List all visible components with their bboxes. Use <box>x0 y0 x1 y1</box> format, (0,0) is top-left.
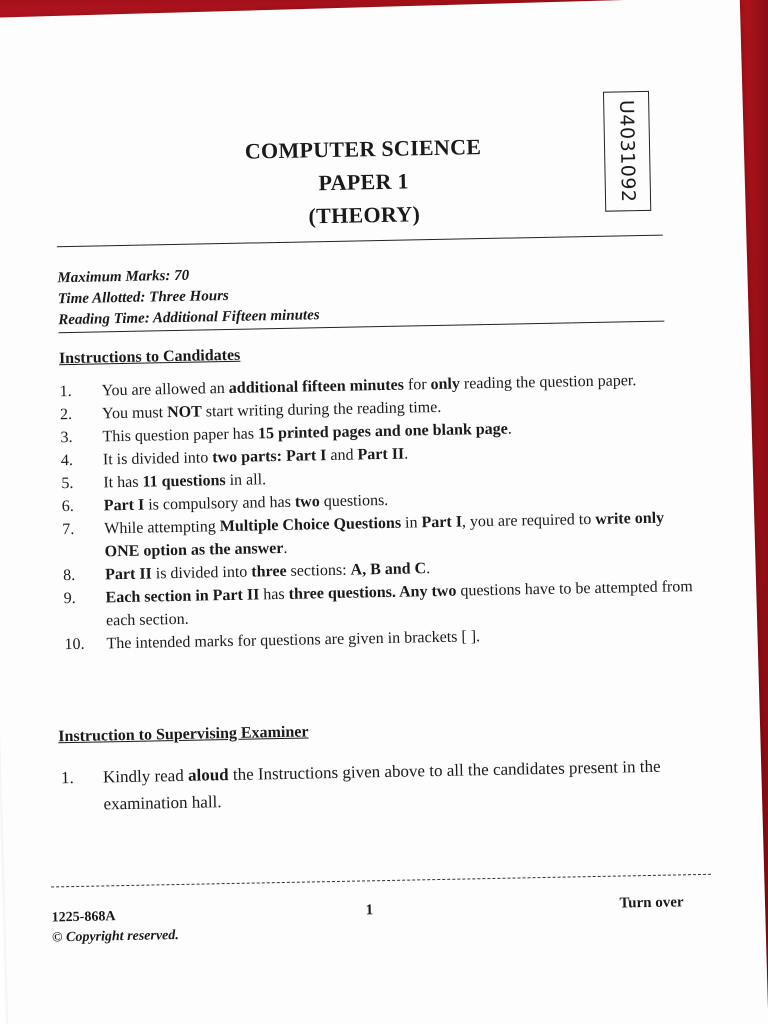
instruction-text: aloud <box>187 765 229 785</box>
instruction-text: Part I <box>103 496 145 515</box>
instruction-text: Each section in Part II <box>105 586 260 607</box>
instruction-text: only <box>430 375 461 394</box>
reading-time: Reading Time: Additional Fifteen minutes <box>58 307 320 329</box>
exam-meta <box>57 263 320 331</box>
instruction-item <box>61 752 702 818</box>
instruction-text: Part I <box>421 513 463 532</box>
instruction-text: , you are required to <box>461 510 596 531</box>
instruction-text: reading the question paper. <box>459 372 637 393</box>
instruction-text: start writing during the reading time. <box>201 398 442 421</box>
instruction-number: 3. <box>60 428 73 447</box>
instruction-text: NOT <box>166 403 202 422</box>
instruction-text: While attempting <box>104 518 220 538</box>
instruction-number: 1. <box>59 382 72 401</box>
instruction-text: . <box>404 445 409 463</box>
instruction-text: You must <box>101 404 168 423</box>
instruction-text: three <box>251 562 287 581</box>
instruction-text: . <box>425 560 431 578</box>
instruction-text: It has <box>103 473 143 492</box>
instruction-number: 2. <box>59 405 73 424</box>
instruction-text: is compulsory and has <box>144 493 296 514</box>
paper-code-box <box>603 91 651 212</box>
instruction-number: 7. <box>62 520 75 539</box>
instruction-text: You are allowed an <box>101 379 229 400</box>
instruction-number: 5. <box>61 474 74 493</box>
instruction-text: three questions. Any two <box>288 582 457 603</box>
instruction-text: additional fifteen minutes <box>228 376 405 397</box>
instruction-text: for <box>403 376 431 394</box>
instruction-text: two <box>294 493 320 511</box>
time-allotted: Time Allotted: Three Hours <box>57 287 229 308</box>
paper-title-block <box>143 128 585 235</box>
instruction-text: Part II <box>357 445 405 464</box>
instruction-number: 4. <box>60 451 74 470</box>
instruction-text: The intended marks for questions are given in brackets [ ]. <box>106 628 481 653</box>
paper-code-footer: 1225-868A <box>51 909 116 926</box>
instruction-text: questions have to be attempted from each section. <box>105 578 693 630</box>
instruction-text: the Instructions given above to all the candidates present in the examination hall. <box>103 756 661 814</box>
instruction-text: . <box>283 539 288 557</box>
candidate-instructions-list <box>59 368 694 656</box>
instruction-text: Multiple Choice Questions <box>219 514 402 536</box>
instruction-text: 11 questions <box>142 472 226 491</box>
supervisor-instructions-list <box>61 752 702 818</box>
instruction-text: and <box>326 446 358 465</box>
instruction-text: Part II <box>104 565 152 584</box>
instruction-number: 1. <box>60 768 74 788</box>
max-marks: Maximum Marks: 70 <box>57 267 190 287</box>
copyright-notice: © Copyright reserved. <box>51 928 179 946</box>
instruction-text: in all. <box>225 471 267 490</box>
instruction-text: is divided into <box>151 563 252 583</box>
candidates-heading: Instructions to Candidates <box>58 346 241 368</box>
paper-code: U4031092 <box>615 99 640 203</box>
paper-number: PAPER 1 <box>318 168 410 196</box>
instruction-text: sections: <box>286 561 351 580</box>
instruction-text: Kindly read <box>102 765 189 787</box>
instruction-number: 8. <box>63 566 76 585</box>
instruction-number: 9. <box>63 589 76 608</box>
instruction-text: It is divided into <box>102 449 213 469</box>
supervisor-heading: Instruction to Supervising Examiner <box>58 723 309 746</box>
instruction-text: . <box>507 420 512 438</box>
instruction-number: 6. <box>61 497 74 516</box>
page-number: 1 <box>365 902 374 919</box>
instruction-text: has <box>259 585 289 604</box>
instruction-number: 10. <box>64 635 85 654</box>
footer-left <box>52 906 179 948</box>
instruction-text: This question paper has <box>102 425 259 446</box>
footer-divider <box>51 874 711 888</box>
instruction-text: write only ONE option as the answer <box>104 509 665 561</box>
paper-type: (THEORY) <box>308 201 421 229</box>
subject-title: COMPUTER SCIENCE <box>244 134 482 164</box>
instruction-text: in <box>400 514 422 532</box>
instruction-text: A, B and C <box>350 560 427 579</box>
instruction-text: 15 printed pages and one blank page <box>257 420 508 443</box>
divider-top <box>57 235 663 248</box>
instruction-text: two parts: Part I <box>212 447 327 467</box>
instruction-text: questions. <box>319 491 389 511</box>
turn-over-label: Turn over <box>619 894 684 912</box>
